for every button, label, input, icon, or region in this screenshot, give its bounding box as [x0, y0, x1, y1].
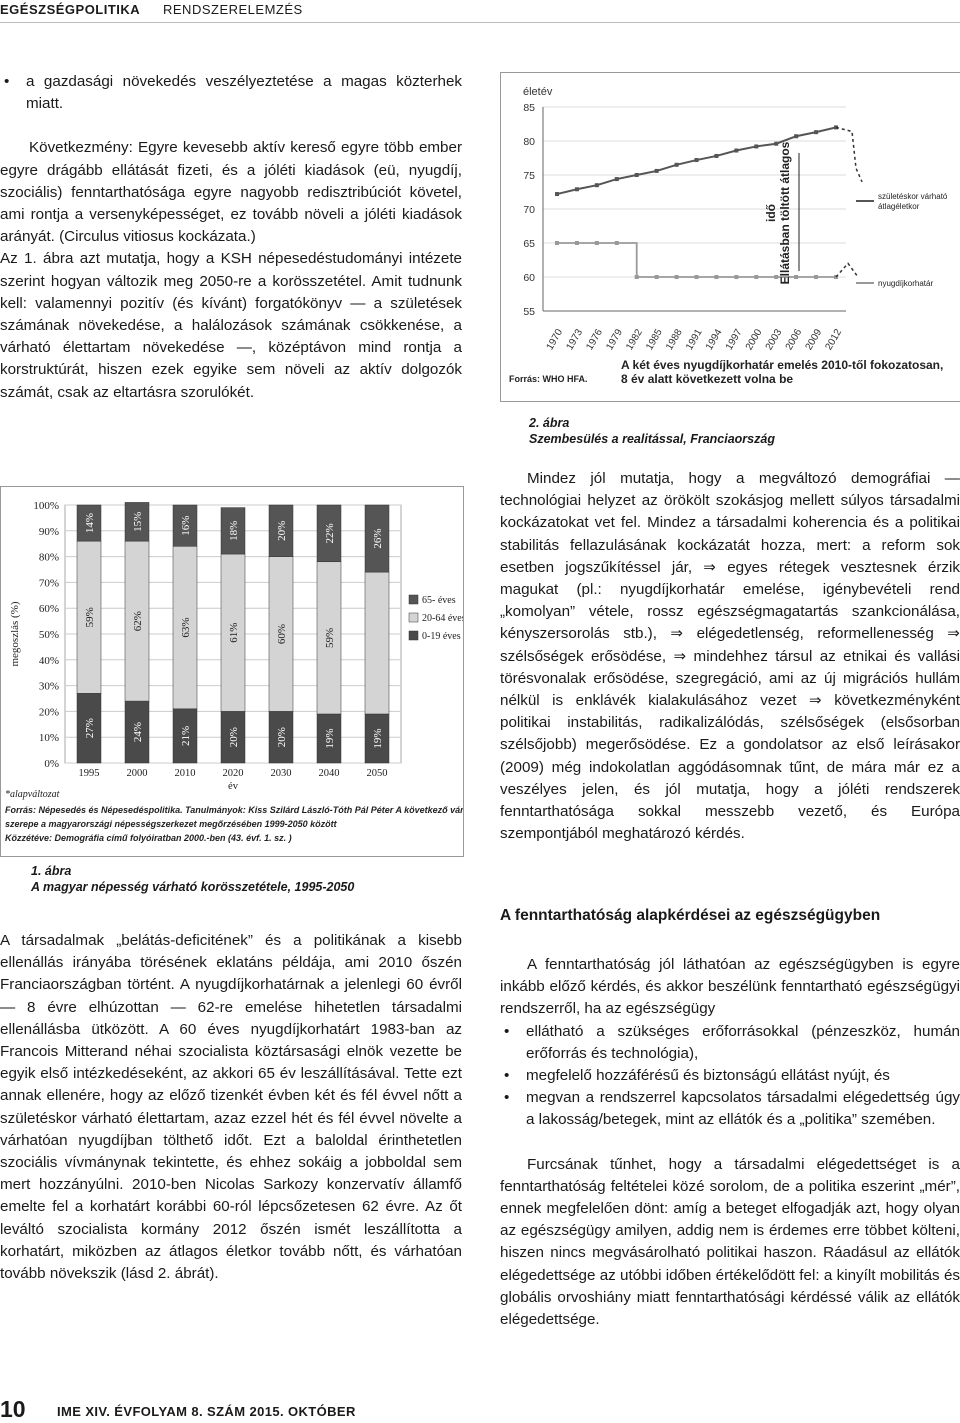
y-tick-label: 20%	[38, 706, 59, 719]
legend-label: nyugdíjkorhatár	[878, 279, 934, 288]
chart-note: A két éves nyugdíjkorhatár emelés 2010-től fokozatosan,	[621, 358, 944, 372]
legend-label: átlagéletkor	[878, 202, 920, 211]
vertical-annotation: Ellátásban töltött átlagos	[778, 141, 792, 285]
x-tick-label: 1994	[703, 327, 725, 353]
figure-caption: Szembesülés a realitással, Franciaország	[529, 432, 775, 446]
data-point	[555, 192, 559, 196]
data-label: 16%	[180, 515, 192, 536]
x-tick-label: 2000	[743, 327, 765, 353]
data-point	[615, 177, 619, 181]
y-tick-label: 90%	[38, 525, 59, 538]
source-line: Forrás: Népesedés és Népesedéspolitika. Tanulmányok: Kiss Szilárd László-Tóth Pál Péter A következő vándorlás	[5, 805, 463, 815]
data-label: 59%	[84, 607, 96, 628]
data-label: 63%	[180, 617, 192, 638]
y-tick-label: 75	[523, 170, 535, 182]
x-tick-label: 1995	[78, 768, 100, 779]
data-point	[754, 144, 758, 148]
data-point	[675, 275, 679, 279]
bar-segment	[365, 572, 389, 714]
data-label: 26%	[372, 528, 384, 549]
data-point	[615, 241, 619, 245]
figure-2-chart	[500, 72, 960, 402]
x-tick-label: 1976	[584, 327, 606, 353]
data-label: 20%	[276, 520, 288, 541]
x-tick-label: 2040	[318, 768, 340, 779]
source-line: szerepe a magyarországi népességszerkezet megőrzésében 1999-2050 között	[5, 819, 337, 829]
left-column-bottom	[0, 930, 462, 1285]
source-line: Közzétéve: Demográfia című folyóiratban 2000.-ben (43. évf. 1. sz. )	[5, 833, 292, 843]
legend-swatch	[409, 613, 418, 622]
journal-info: IME XIV. ÉVFOLYAM 8. SZÁM 2015. OKTÓBER	[57, 1404, 356, 1419]
page-header	[0, 0, 960, 22]
list-item: • megfelelő hozzáférésű és biztonságú ellátást nyújt, és	[500, 1065, 960, 1087]
bullet-list	[0, 71, 462, 115]
data-label: 61%	[228, 622, 240, 643]
data-point	[794, 134, 798, 138]
bullet-list	[500, 1021, 960, 1132]
data-label: 20%	[228, 727, 241, 748]
y-tick-label: 55	[523, 306, 535, 318]
figure-number: 1. ábra	[31, 864, 72, 878]
x-tick-label: 1985	[644, 327, 665, 353]
legend-swatch	[409, 631, 418, 640]
x-tick-label: 1988	[664, 327, 685, 353]
figure-1-caption-block	[31, 863, 354, 895]
data-label: 22%	[324, 523, 336, 544]
x-tick-label: 2012	[823, 327, 845, 353]
y-tick-label: 10%	[38, 732, 59, 745]
x-tick-label: 2006	[783, 327, 805, 353]
figure-1-chart	[0, 486, 464, 857]
x-tick-label: 1982	[624, 327, 645, 353]
france-line-chart	[501, 73, 960, 401]
x-tick-label: 1979	[604, 327, 625, 353]
x-tick-label: 1997	[723, 327, 745, 353]
y-tick-label: 30%	[38, 680, 59, 693]
section-heading: A fenntarthatóság alapkérdései az egészségügyben	[500, 907, 881, 924]
y-tick-label: 70	[523, 204, 535, 216]
header-rule	[0, 22, 960, 23]
data-point	[814, 130, 818, 134]
chart-source: Forrás: WHO HFA.	[509, 374, 588, 384]
y-axis-label: megoszlás (%)	[9, 601, 21, 667]
x-tick-label: 1973	[564, 327, 586, 353]
series-line	[557, 243, 836, 277]
y-axis-label: életév	[523, 86, 553, 98]
x-tick-label: 1970	[544, 327, 566, 353]
dashed-projection	[836, 127, 862, 181]
data-point	[595, 183, 599, 187]
data-label: 20%	[276, 727, 288, 748]
x-tick-label: 2000	[126, 768, 148, 779]
data-point	[734, 149, 738, 153]
data-label: 24%	[132, 721, 144, 743]
data-label: 60%	[276, 623, 288, 645]
data-label: 62%	[132, 611, 144, 632]
data-point	[555, 241, 559, 245]
data-label: 21%	[180, 725, 192, 746]
figure-number: 2. ábra	[529, 416, 570, 430]
x-tick-label: 2020	[222, 768, 244, 779]
x-tick-label: 2050	[366, 768, 388, 779]
data-point	[695, 275, 699, 279]
legend-label: 20-64 éves	[422, 613, 463, 624]
figure-2-caption-block	[529, 415, 775, 447]
y-tick-label: 70%	[38, 577, 59, 590]
paragraph: Mindez jól mutatja, hogy a megváltozó demográfiai — technológiai helyzet az örökölt szokásjog mellett súlyos társadalmi kockázatokat vet fel. Mindez a társadalmi koherencia és a politikai stabilitás fellazulásának kockázatát hozza, mert: a reform sok esetben jogszűkítéssel jár, ⇒ egyes rétegek vesztesnek érzik magukat (pl.: nyugdíjkorhatár emelése, igénybevételi rend „komolyan” vétele, rossz egészségmagatartás szankcionálása, kényszersorolás stb.), ⇒ elégedetlenség, reformellenesség ⇒ szélsőségek erősödése, ⇒ mindehhez társul az etnikai és vallási törésvonalak erősödése, szegregáció, ami az új migrációs hullám nélkül is enklávék kialakulásához vezet ⇒ következményként politikai instabilitás, radikalizálódás, szélsőségek (elsősorban szélsőjobb) megerősödése. Ez a gondolatsor az első leírásakor (2009) még indokolatlan aggódásomnak tűnt, de mára már ez a veszélyes jelen, és jól mutatja, hogy a jóléti rendszerek fenntarthatósága sokkal messzebb vezető, és Európa szempontjából meghatározó kérdés.	[500, 470, 960, 843]
data-point	[714, 154, 718, 158]
population-bar-chart	[1, 487, 463, 856]
data-point	[575, 187, 579, 191]
left-column-top	[0, 71, 462, 404]
y-tick-label: 65	[523, 238, 535, 250]
legend-label: 65- éves	[422, 595, 456, 606]
page-footer	[0, 1396, 960, 1423]
data-point	[814, 275, 818, 279]
data-point	[635, 275, 639, 279]
y-tick-label: 100%	[33, 500, 59, 512]
section-label: EGÉSZSÉGPOLITIKA	[0, 2, 141, 17]
data-point	[595, 241, 599, 245]
data-point	[635, 173, 639, 177]
paragraph: A fenntarthatóság jól láthatóan az egészségügyben is egyre inkább előző kérdés, és akkor beszélünk fenntartható egészségügyi rendszerről, ha az egészségügy	[500, 956, 960, 1018]
y-tick-label: 40%	[38, 654, 59, 667]
figure-caption: A magyar népesség várható korösszetétele, 1995-2050	[31, 880, 355, 894]
data-point	[754, 275, 758, 279]
legend-swatch	[409, 595, 418, 604]
dashed-projection	[836, 263, 858, 277]
data-point	[714, 275, 718, 279]
y-tick-label: 80	[523, 136, 535, 148]
paragraph: Következmény: Egyre kevesebb aktív kereső egyre több ember egyre drágább ellátását fizeti, és a jóléti kiadások (eü, nyugdíj, szociális) fenntarthatósága egyre nagyobb redisztribúciót követel, ami rontja a versenyképességet, ez tovább növeli a jóléti kiadások arányát. (Circulus vitiosus kockázata.)	[0, 139, 462, 246]
data-label: 18%	[228, 520, 240, 541]
list-item: • megvan a rendszerrel kapcsolatos társadalmi elégedettség úgy a lakosság/betegek, mint az ellátók és a „politika” szemében.	[500, 1087, 960, 1131]
data-label: 15%	[132, 511, 144, 532]
data-label: 59%	[324, 627, 336, 648]
data-point	[655, 275, 659, 279]
x-tick-label: 2003	[763, 327, 785, 353]
vertical-annotation: idő	[764, 204, 778, 222]
legend-label: 0-19 éves	[422, 631, 461, 642]
y-tick-label: 80%	[38, 551, 59, 564]
list-item: • a gazdasági növekedés veszélyeztetése a magas közterhek miatt.	[0, 71, 462, 115]
x-tick-label: 2010	[174, 768, 196, 779]
data-point	[794, 275, 798, 279]
y-tick-label: 0%	[44, 758, 59, 770]
x-tick-label: 1991	[684, 327, 705, 353]
subsection-label: RENDSZERELEMZÉS	[163, 2, 303, 17]
x-axis-label: év	[228, 781, 238, 792]
data-point	[575, 241, 579, 245]
y-tick-label: 85	[523, 102, 535, 114]
legend-label: születéskor várható	[878, 192, 948, 201]
data-label: 14%	[84, 512, 96, 534]
data-point	[734, 275, 738, 279]
right-column-bottom	[500, 954, 960, 1331]
y-tick-label: 60	[523, 272, 535, 284]
paragraph: Furcsának tűnhet, hogy a társadalmi elégedettséget is a fenntarthatóság feltételei közé sorolom, de a politika eszerint „mér”, ennek megfelelően dönt: amíg a beteget elfogadják azt, hogy olyan az egészségügy amilyen, addig nem is érdemes erre többet költeni, hiszen nincs megvásárolható politikai haszon. Ráadásul az ellátók elégedettsége az utóbbi időben értékelődött fel: a kinyílt mobilitás és globális orvoshiány miatt fenntarthatósági kérdéssé válik az ellátók elégedettsége.	[500, 1155, 960, 1329]
y-tick-label: 50%	[38, 629, 59, 641]
x-tick-label: 2030	[270, 768, 292, 779]
list-item: • ellátható a szükséges erőforrásokkal (pénzeszköz, humán erőforrás és technológia),	[500, 1021, 960, 1065]
data-label: 19%	[372, 728, 384, 749]
page-number: 10	[0, 1396, 26, 1422]
paragraph: Az 1. ábra azt mutatja, hogy a KSH népesedéstudományi intézete szerint hogyan változik meg 2050-re a korösszetétel. Amit tudnunk kell: valamennyi pozitív (és kívánt) forgatókönyv — a születések számának növekedése, a halálozások számának csökkenése, a várható élettartam növekedése —, középtávon mind rontja a korstruktúrát, hiszen ezek egyike sem növeli az aktív dolgozók számát, csak az eltartásra szorulókét.	[0, 250, 462, 401]
data-point	[695, 158, 699, 162]
chart-note: 8 év alatt következett volna be	[621, 372, 794, 386]
data-label: 19%	[324, 728, 336, 749]
data-label: 27%	[84, 718, 96, 739]
right-column-top	[500, 468, 960, 845]
x-tick-label: 2009	[803, 327, 825, 353]
y-tick-label: 60%	[38, 603, 59, 616]
data-point	[655, 169, 659, 173]
paragraph: A társadalmak „belátás-deficitének” és a politikának a kisebb ellenállás irányába törésének eklatáns példája, ami 2010 őszén Franciaországban történt. A nyugdíjkorhatárnak a jelenlegi 60 évről — 8 évre elhúzottan — 62-re emelése hihetetlen társadalmi ellenállásba ütközött. A 60 éves nyugdíjkorhatárt 1983-ban az Francois Mitterand néhai szocialista köztársasági elnök vezette be egyik első intézkedéseként, az akkori 65 év leszállításával. Tette ezt annak ellenére, hogy az előző tizenkét évben két és fél évvel nőtt a születéskor várható élettartam, azaz ezzel hét és fél évvel növelte a várhatóan nyugdíjban tölthető időt. Ezt a baloldal érinthetetlen szociális vívmánynak tekintette, és ehhez sokáig a jobboldal sem mert hozzányúlni. 2010-ben Nicolas Sarkozy konzervatív államfő emelte fel a korhatárt korábbi 60-ról lépcsőzetesen 62 évre. Az őt leváltó szocialista kormány 2012 őszén ismét leszállította a korhatárt, miközben az átlagos életkor tovább nőtt, és várhatóan tovább növekszik (lásd 2. ábrát).	[0, 932, 462, 1283]
data-point	[675, 163, 679, 167]
footnote: *alapváltozat	[5, 789, 60, 800]
